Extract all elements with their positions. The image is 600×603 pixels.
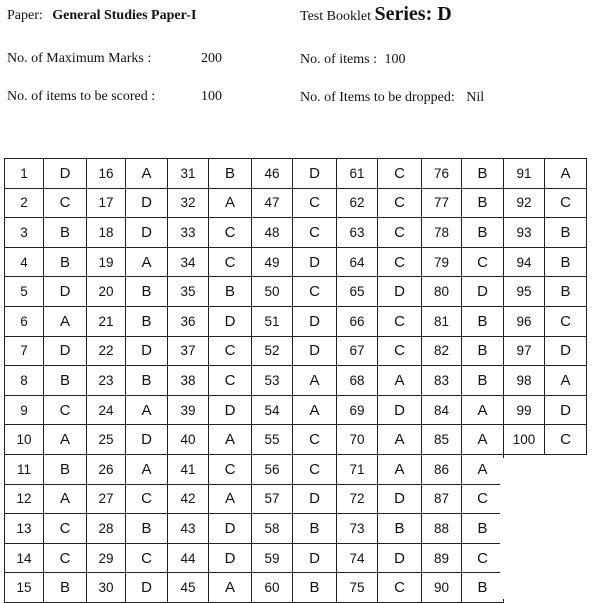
question-number: 34: [168, 247, 209, 277]
question-number: 27: [87, 484, 126, 514]
question-number: 98: [504, 366, 545, 396]
answer-option: C: [378, 159, 422, 189]
answer-option: D: [293, 247, 337, 277]
answer-option: B: [293, 573, 337, 603]
answer-option: B: [126, 366, 168, 396]
answer-option: B: [44, 454, 87, 484]
table-row: [5, 306, 587, 336]
answer-option: D: [378, 395, 422, 425]
question-number: 52: [252, 336, 293, 366]
question-number: 6: [5, 306, 44, 336]
question-number: 80: [422, 277, 462, 307]
answer-option: D: [126, 336, 168, 366]
question-number: 11: [5, 454, 44, 484]
answer-option: C: [378, 573, 422, 603]
answer-option: B: [462, 336, 504, 366]
question-number: 65: [337, 277, 378, 307]
answer-option: B: [462, 514, 504, 544]
question-number: 25: [87, 425, 126, 455]
question-number: 46: [252, 159, 293, 189]
answer-option: C: [378, 306, 422, 336]
answer-option: C: [293, 188, 337, 218]
dropped-line: [300, 90, 484, 106]
answer-option: C: [44, 514, 87, 544]
max-marks-value: 200: [201, 51, 222, 66]
answer-option: C: [293, 425, 337, 455]
answer-option: C: [209, 336, 252, 366]
question-number: 47: [252, 188, 293, 218]
question-number: 64: [337, 247, 378, 277]
table-row: [5, 247, 587, 277]
question-number: 9: [5, 395, 44, 425]
max-marks-label: No. of Maximum Marks :: [7, 51, 152, 66]
question-number: 32: [168, 188, 209, 218]
question-number: 21: [87, 306, 126, 336]
question-number: 3: [5, 218, 44, 248]
torn-corner: [500, 458, 600, 599]
answer-option: B: [462, 188, 504, 218]
answer-option: C: [462, 247, 504, 277]
question-number: 84: [422, 395, 462, 425]
question-number: 17: [87, 188, 126, 218]
question-number: 18: [87, 218, 126, 248]
question-number: 49: [252, 247, 293, 277]
answer-option: B: [44, 366, 87, 396]
question-number: 88: [422, 514, 462, 544]
question-number: 53: [252, 366, 293, 396]
question-number: 60: [252, 573, 293, 603]
answer-option: D: [293, 543, 337, 573]
answer-option: C: [378, 218, 422, 248]
question-number: 58: [252, 514, 293, 544]
answer-option: A: [126, 247, 168, 277]
question-number: 38: [168, 366, 209, 396]
question-number: 44: [168, 543, 209, 573]
items-line: [300, 52, 406, 68]
question-number: 90: [422, 573, 462, 603]
paper-label: Paper:: [7, 8, 43, 23]
question-number: 30: [87, 573, 126, 603]
answer-option: C: [209, 454, 252, 484]
question-number: 99: [504, 395, 545, 425]
question-number: 73: [337, 514, 378, 544]
answer-option: A: [209, 573, 252, 603]
answer-option: B: [462, 218, 504, 248]
question-number: 40: [168, 425, 209, 455]
question-number: 85: [422, 425, 462, 455]
question-number: 16: [87, 159, 126, 189]
question-number: 22: [87, 336, 126, 366]
dropped-label: No. of Items to be dropped:: [300, 90, 455, 105]
scored-value: 100: [201, 89, 222, 104]
answer-option: A: [293, 366, 337, 396]
answer-option: D: [293, 159, 337, 189]
question-number: 93: [504, 218, 545, 248]
question-number: 5: [5, 277, 44, 307]
answer-option: B: [126, 277, 168, 307]
question-number: 81: [422, 306, 462, 336]
series-line: [300, 3, 452, 26]
answer-option: C: [126, 484, 168, 514]
answer-option: C: [44, 188, 87, 218]
answer-option: D: [378, 277, 422, 307]
table-row: [5, 425, 587, 455]
question-number: 39: [168, 395, 209, 425]
question-number: 75: [337, 573, 378, 603]
answer-option: D: [44, 336, 87, 366]
question-number: 95: [504, 277, 545, 307]
answer-option: C: [293, 218, 337, 248]
answer-option: B: [126, 306, 168, 336]
answer-option: C: [545, 188, 587, 218]
question-number: 63: [337, 218, 378, 248]
question-number: 35: [168, 277, 209, 307]
question-number: 8: [5, 366, 44, 396]
table-row: [5, 218, 587, 248]
question-number: 79: [422, 247, 462, 277]
question-number: 94: [504, 247, 545, 277]
question-number: 15: [5, 573, 44, 603]
question-number: 31: [168, 159, 209, 189]
answer-option: D: [126, 425, 168, 455]
answer-option: D: [126, 188, 168, 218]
answer-option: A: [462, 425, 504, 455]
answer-option: A: [209, 188, 252, 218]
answer-option: C: [545, 306, 587, 336]
answer-option: D: [462, 277, 504, 307]
answer-option: D: [209, 514, 252, 544]
table-row: [5, 159, 587, 189]
question-number: 4: [5, 247, 44, 277]
question-number: 78: [422, 218, 462, 248]
answer-option: B: [545, 277, 587, 307]
question-number: 100: [504, 425, 545, 455]
question-number: 61: [337, 159, 378, 189]
answer-option: B: [44, 247, 87, 277]
question-number: 92: [504, 188, 545, 218]
question-number: 51: [252, 306, 293, 336]
answer-option: D: [293, 306, 337, 336]
answer-option: C: [209, 247, 252, 277]
question-number: 82: [422, 336, 462, 366]
paper-line: [7, 8, 196, 24]
question-number: 28: [87, 514, 126, 544]
question-number: 48: [252, 218, 293, 248]
answer-option: B: [44, 218, 87, 248]
table-row: [5, 277, 587, 307]
question-number: 91: [504, 159, 545, 189]
question-number: 29: [87, 543, 126, 573]
question-number: 43: [168, 514, 209, 544]
question-number: 42: [168, 484, 209, 514]
answer-option: A: [44, 425, 87, 455]
question-number: 66: [337, 306, 378, 336]
question-number: 97: [504, 336, 545, 366]
question-number: 71: [337, 454, 378, 484]
question-number: 23: [87, 366, 126, 396]
question-number: 77: [422, 188, 462, 218]
question-number: 89: [422, 543, 462, 573]
answer-option: A: [44, 306, 87, 336]
answer-option: C: [545, 425, 587, 455]
answer-option: C: [462, 484, 504, 514]
answer-option: B: [462, 366, 504, 396]
question-number: 57: [252, 484, 293, 514]
question-number: 2: [5, 188, 44, 218]
answer-option: B: [378, 514, 422, 544]
answer-option: A: [293, 395, 337, 425]
question-number: 37: [168, 336, 209, 366]
question-number: 86: [422, 454, 462, 484]
table-row: [5, 366, 587, 396]
answer-option: A: [126, 159, 168, 189]
question-number: 70: [337, 425, 378, 455]
answer-option: A: [545, 159, 587, 189]
question-number: 7: [5, 336, 44, 366]
answer-option: C: [293, 277, 337, 307]
answer-option: C: [44, 395, 87, 425]
question-number: 55: [252, 425, 293, 455]
question-number: 1: [5, 159, 44, 189]
question-number: 50: [252, 277, 293, 307]
series-prefix: Test Booklet: [300, 9, 371, 24]
question-number: 96: [504, 306, 545, 336]
question-number: 62: [337, 188, 378, 218]
answer-option: D: [44, 159, 87, 189]
answer-option: A: [209, 425, 252, 455]
answer-option: A: [126, 395, 168, 425]
question-number: 45: [168, 573, 209, 603]
answer-option: D: [378, 543, 422, 573]
table-row: [5, 188, 587, 218]
answer-option: A: [209, 484, 252, 514]
question-number: 10: [5, 425, 44, 455]
answer-option: C: [462, 543, 504, 573]
table-row: [5, 395, 587, 425]
question-number: 14: [5, 543, 44, 573]
answer-option: C: [209, 218, 252, 248]
answer-option: B: [462, 159, 504, 189]
dropped-value: Nil: [466, 90, 485, 105]
answer-option: A: [378, 425, 422, 455]
answer-option: B: [293, 514, 337, 544]
question-number: 54: [252, 395, 293, 425]
answer-option: D: [293, 336, 337, 366]
question-number: 72: [337, 484, 378, 514]
answer-option: C: [293, 454, 337, 484]
answer-option: A: [378, 366, 422, 396]
question-number: 74: [337, 543, 378, 573]
question-number: 36: [168, 306, 209, 336]
answer-option: A: [462, 454, 504, 484]
question-number: 68: [337, 366, 378, 396]
question-number: 41: [168, 454, 209, 484]
answer-option: D: [44, 277, 87, 307]
answer-option: D: [209, 543, 252, 573]
question-number: 20: [87, 277, 126, 307]
question-number: 24: [87, 395, 126, 425]
question-number: 83: [422, 366, 462, 396]
answer-option: B: [44, 573, 87, 603]
paper-name: General Studies Paper-I: [52, 8, 197, 23]
answer-option: A: [378, 454, 422, 484]
answer-option: A: [44, 484, 87, 514]
answer-option: B: [545, 218, 587, 248]
answer-option: D: [378, 484, 422, 514]
question-number: 76: [422, 159, 462, 189]
question-number: 67: [337, 336, 378, 366]
question-number: 19: [87, 247, 126, 277]
question-number: 13: [5, 514, 44, 544]
answer-option: C: [378, 188, 422, 218]
answer-option: B: [209, 277, 252, 307]
question-number: 59: [252, 543, 293, 573]
answer-option: D: [209, 395, 252, 425]
answer-option: A: [462, 395, 504, 425]
answer-option: D: [126, 218, 168, 248]
answer-option: D: [209, 306, 252, 336]
answer-option: B: [209, 159, 252, 189]
answer-option: C: [378, 336, 422, 366]
answer-option: D: [126, 573, 168, 603]
answer-option: C: [44, 543, 87, 573]
scored-label: No. of items to be scored :: [7, 89, 156, 104]
table-row: [5, 336, 587, 366]
answer-option: C: [209, 366, 252, 396]
answer-option: D: [545, 336, 587, 366]
question-number: 26: [87, 454, 126, 484]
answer-option: B: [462, 306, 504, 336]
question-number: 33: [168, 218, 209, 248]
items-value: 100: [384, 52, 406, 67]
answer-option: B: [126, 514, 168, 544]
answer-option: D: [545, 395, 587, 425]
series-value: Series: D: [374, 3, 452, 25]
answer-option: B: [462, 573, 504, 603]
answer-option: A: [126, 454, 168, 484]
question-number: 12: [5, 484, 44, 514]
items-label: No. of items :: [300, 52, 377, 67]
answer-option: B: [545, 247, 587, 277]
answer-option: A: [545, 366, 587, 396]
question-number: 87: [422, 484, 462, 514]
answer-option: C: [126, 543, 168, 573]
question-number: 56: [252, 454, 293, 484]
answer-option: D: [293, 484, 337, 514]
question-number: 69: [337, 395, 378, 425]
answer-option: C: [378, 247, 422, 277]
